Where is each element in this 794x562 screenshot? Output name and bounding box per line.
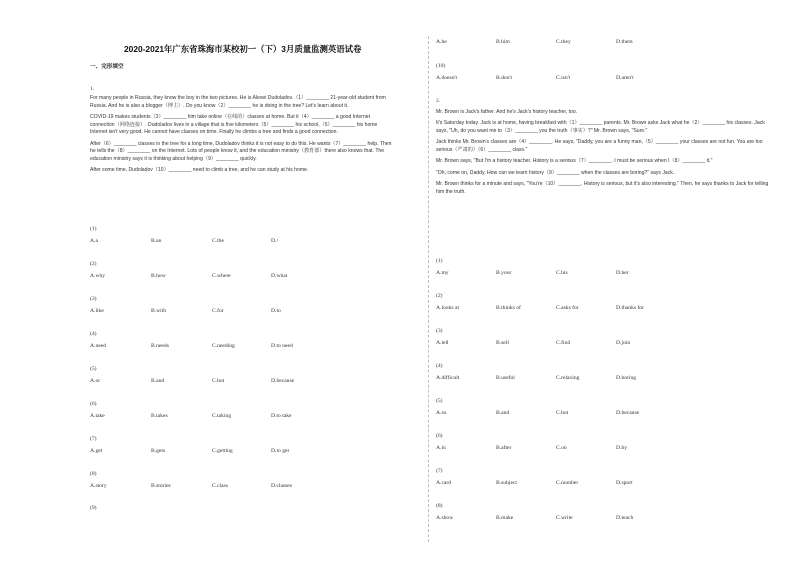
question-number: (8) [90,471,97,477]
passage2-paragraph: Mr. Brown is Jack's father. And he's Jack's history teacher, too. [436,109,578,115]
section-heading: 一、完形填空 [90,64,124,70]
answer-option[interactable]: A.so [436,410,447,416]
answer-option[interactable]: A.in [436,445,446,451]
answer-option[interactable]: A.he [436,39,447,45]
question-number: (5) [436,398,443,404]
passage1-paragraph: After some time, Dudoladov（10）________ need to climb a tree, and he can study at his home. [90,167,309,174]
answer-option[interactable]: D.teach [616,515,634,521]
answer-option[interactable]: C.find [556,340,571,346]
answer-option[interactable]: D.because [271,378,295,384]
answer-option[interactable]: A.difficult [436,375,460,381]
answer-option[interactable]: C.write [556,515,573,521]
answer-option[interactable]: B.sell [496,340,509,346]
question-number: (1) [436,258,443,264]
answer-option[interactable]: A.take [90,413,105,419]
answer-option[interactable]: B.him [496,39,510,45]
question-number: (4) [90,331,97,337]
answer-option[interactable]: A.why [90,273,106,279]
answer-option[interactable]: D.her [616,270,629,276]
answer-option[interactable]: B.needs [151,343,169,349]
answer-option[interactable]: C.on [556,445,567,451]
answer-option[interactable]: D.because [616,410,640,416]
answer-option[interactable]: D.what [271,273,288,279]
answer-option[interactable]: D.to [271,308,281,314]
answer-option[interactable]: D.sport [616,480,633,486]
passage2-number: 2. [436,98,441,104]
answer-option[interactable]: D.by [616,445,628,451]
answer-option[interactable]: C.isn't [556,75,571,81]
question-number: (2) [90,261,97,267]
exam-title: 2020-2021年广东省珠海市某校初一（下）3月质量监测英语试卷 [124,44,362,54]
question-number: (1) [90,226,97,232]
answer-option[interactable]: C.the [212,238,224,244]
answer-option[interactable]: D./ [271,238,278,244]
answer-option[interactable]: C.where [212,273,231,279]
answer-option[interactable]: A.a [90,238,98,244]
passage2-paragraph: It's Saturday today. Jack is at home, having breakfast with（1）________ parents. Mr. Brown asks Jack what he（2）________ his classes. Jack says, "Uh, do you want me to（3）________ you the truth（事实）?" Mr. Brown says, "Sure." [436,120,765,134]
answer-option[interactable]: B.an [151,238,162,244]
answer-option[interactable]: C.relaxing [556,375,580,381]
answer-option[interactable]: C.but [212,378,225,384]
answer-option[interactable]: C.his [556,270,568,276]
question-number: (3) [90,296,97,302]
question-number: (7) [90,436,97,442]
answer-option[interactable]: C.for [212,308,224,314]
question-number: (5) [90,366,97,372]
answer-option[interactable]: A.doesn't [436,75,458,81]
question-number: (10) [436,63,446,69]
answer-option[interactable]: B.takes [151,413,168,419]
right-page [397,0,794,562]
answer-option[interactable]: D.classes [271,483,292,489]
answer-option[interactable]: A.get [90,448,103,454]
answer-option[interactable]: B.stories [151,483,171,489]
answer-option[interactable]: A.story [90,483,107,489]
answer-option[interactable]: C.but [556,410,569,416]
question-number: (9) [90,505,97,511]
answer-option[interactable]: A.card [436,480,452,486]
passage2-paragraph: Jack thinks Mr. Brown's classes are（4）________. He says, "Daddy, you are a funny man,（5）________ your classes are not fun. You are too serious（严肃的）（6）________ class." [436,139,763,153]
answer-option[interactable]: D.thanks for [616,305,644,311]
answer-option[interactable]: B.after [496,445,512,451]
answer-option[interactable]: A.tell [436,340,449,346]
question-number: (3) [436,328,443,334]
answer-option[interactable]: C.getting [212,448,233,454]
question-number: (7) [436,468,443,474]
answer-option[interactable]: C.asks for [556,305,579,311]
passage2-paragraph: Mr. Brown thinks for a minute and says, "You're（10）________. History is serious, but it's also interesting." Then, he says thanks to Jack for telling him the truth. [436,180,769,195]
passage1-number: 1. [90,86,95,92]
answer-option[interactable]: D.them [616,39,633,45]
passage2-paragraph: "Oh, come on, Daddy. How can we learn history（9）________ when the classes are boring?" says Jack. [436,169,675,176]
passage1-paragraph: COVID-19 makes students（3）________ him take online（在线的）classes at home. But it（4）________ a good Internet connection（网络连接）. Dudoladov lives in a village that is five kilometers（5）________ his school,（5）________ his home Internet isn't very good. He cannot have classes on time. Finally he climbs a tree and finds a good connection. [90,114,378,136]
answer-option[interactable]: A.my [436,270,449,276]
answer-option[interactable]: B.and [151,378,165,384]
passage1 [90,95,392,179]
answer-option[interactable]: B.with [151,308,167,314]
answer-option[interactable]: A.or [90,378,101,384]
answer-option[interactable]: C.class [212,483,229,489]
question-number: (6) [90,401,97,407]
answer-option[interactable]: B.subject [496,480,517,486]
answer-option[interactable]: D.to need [271,343,293,349]
passage1-paragraph: After（6）________ classes in the tree for a long time, Dudoladov thinks it is not easy to do this. He wants（7）________ help. Then he tells the（8）________ on the Internet. Lots of people know it, and the education ministry（教育部）there also knows that. The education ministry says it is thinking about helping（9）________ quickly. [90,140,392,163]
answer-option[interactable]: A.like [90,308,104,314]
question-number: (4) [436,363,443,369]
answer-option[interactable]: D.to take [271,413,292,419]
answer-option[interactable]: D.to get [271,448,290,454]
answer-option[interactable]: A.looks at [436,305,459,311]
answer-option[interactable]: B.useful [496,375,515,381]
question-number: (2) [436,293,443,299]
passage2-paragraph: Mr. Brown says, "But I'm a history teacher. History is a serious（7）________. I must be serious when I（8）________ it." [436,158,713,165]
answer-option[interactable]: C.number [556,480,579,486]
answer-option[interactable]: D.boring [616,375,637,381]
answer-option[interactable]: B.your [496,270,512,276]
answer-option[interactable]: D.join [616,340,631,346]
answer-option[interactable]: C.needing [212,343,235,349]
answer-option[interactable]: B.don't [496,75,513,81]
answer-option[interactable]: B.and [496,410,510,416]
page-divider [428,36,429,542]
answer-option[interactable]: C.taking [212,413,232,419]
answer-option[interactable]: B.gets [151,448,166,454]
answer-option[interactable]: A.show [436,515,454,521]
answer-option[interactable]: A.need [90,343,106,349]
answer-option[interactable]: B.how [151,273,166,279]
answer-option[interactable]: B.make [496,515,514,521]
passage2 [436,109,772,200]
passage1-paragraph: For many people in Russia, they know the boy in the two pictures. He is Alexei Dudoladov.（1）________ 21-year-old student from Russia. And he is also a blogger（博主）. Do you know（2）________ he is doing in the tree? Let's learn about it. [90,95,386,109]
answer-option[interactable]: C.they [556,39,571,45]
answer-option[interactable]: B.thinks of [496,305,521,311]
question-number: (8) [436,503,443,509]
answer-option[interactable]: D.aren't [616,75,634,81]
question-number: (6) [436,433,443,439]
